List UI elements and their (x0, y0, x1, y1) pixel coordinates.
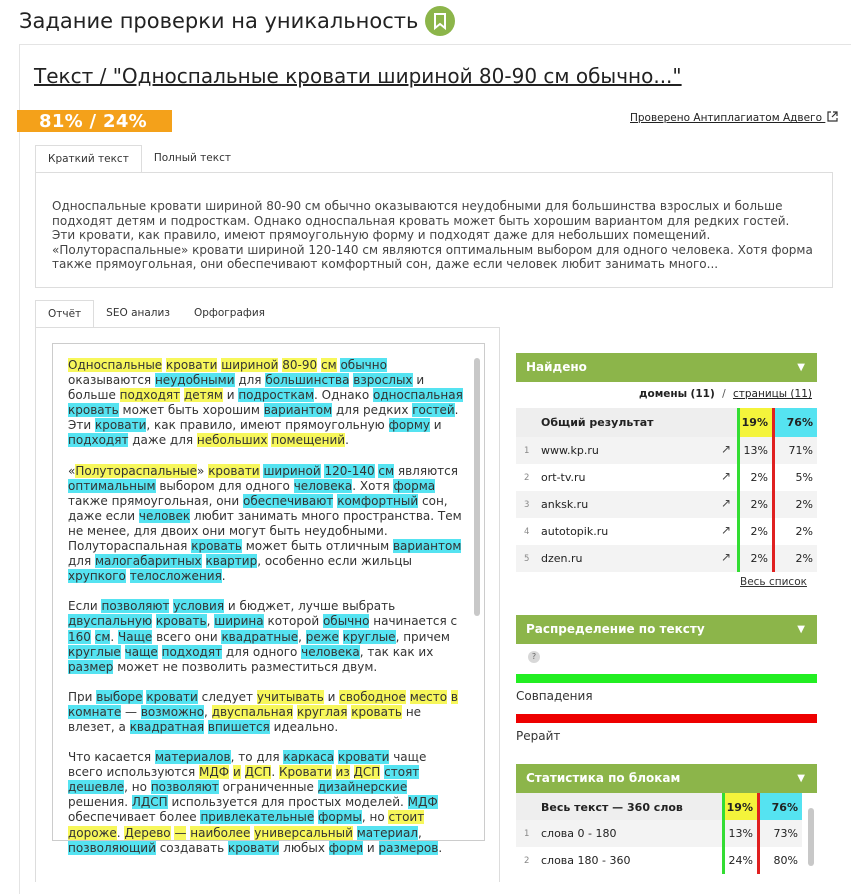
rewrite-highlight[interactable]: хрупкого (68, 569, 126, 584)
match-highlight[interactable]: шириной (221, 358, 279, 372)
bookmark-icon[interactable] (425, 6, 455, 36)
row-rewrite: 2% (772, 545, 817, 572)
summary-text: Односпальные кровати шириной 80-90 см обычно оказываются неудобными для большинства взрослых и больше подходят детям и подросткам. Однако односпальная кровать может быть хорошим вариантом для редких гостей. Эти кровати, как правило, имеют прямоугольную форму и подходят даже для небольших помещений. «Полуторaспальные» кровати шириной 120-140 см являются оптимальным выбором для одного человека. Хотя форма также прямоугольная, они обеспечивают комфортный сон, даже если человек любит занимать много... (35, 172, 833, 288)
rewrite-highlight[interactable]: см (378, 463, 395, 478)
total-matches: 19% (737, 408, 772, 437)
matches-bar (516, 674, 817, 683)
match-highlight[interactable]: детям (183, 388, 223, 403)
match-highlight[interactable]: место (409, 689, 448, 704)
blocks-title: Статистика по блокам (526, 771, 681, 785)
match-highlight[interactable]: Кровати (279, 765, 332, 780)
row-matches: 2% (737, 491, 772, 518)
match-highlight[interactable]: Полуторaспальные (75, 463, 198, 478)
rewrite-highlight[interactable]: 160 (68, 629, 91, 644)
rewrite-highlight[interactable]: квадратная (129, 719, 205, 734)
rewrite-highlight[interactable]: Чаще (118, 629, 153, 644)
rewrite-highlight[interactable]: обычно (340, 358, 387, 372)
row-domain: autotopik.ru (541, 525, 609, 538)
rewrite-highlight[interactable]: квартир (205, 554, 258, 569)
rewrite-highlight[interactable]: подросткам (238, 388, 315, 403)
rewrite-highlight[interactable]: кровати (227, 840, 280, 855)
text-paragraph: Односпальные кровати шириной 80-90 см обычно оказываются неудобными для большинства взрослых и больше подходят детям и подросткам. Однако односпальная кровать может быть хорошим вариантом для редких гостей. Эти кровати, как правило, имеют прямоугольную форму и подходят даже для небольших помещений. (68, 358, 463, 448)
rewrite-highlight[interactable]: человек (138, 508, 191, 523)
matches-label: Совпадения (516, 689, 593, 703)
found-row[interactable] (516, 518, 817, 545)
rewrite-highlight[interactable]: форму (388, 418, 430, 433)
text-paragraph: «Полуторaспальные» кровати шириной 120-140 см являются оптимальным выбором для одного человека. Хотя форма также прямоугольная, они обеспечивают комфортный сон, даже если человек любит занимать много пространства. Тем не менее, для двоих они могут быть неудобными. Полуторaспальная кровать может быть отличным вариантом для малогабаритных квартир, особенно если жильцы хрупкого телосложения. (68, 463, 462, 584)
block-label: слова 180 - 360 (541, 854, 631, 867)
match-highlight[interactable]: Дерево (124, 825, 171, 840)
rewrite-highlight[interactable]: МДФ (407, 795, 438, 810)
external-link-icon[interactable]: ↗ (721, 550, 732, 564)
row-domain: ort-tv.ru (541, 471, 586, 484)
rewrite-highlight[interactable]: круглые (68, 644, 121, 659)
text-paragraph: Что касается материалов, то для каркаса кровати чаще всего используются МДФ и ДСП. Кровати из ДСП стоят дешевле, но позволяют ограниченные дизайнерские решения. ЛДСП используется для простых моделей. МДФ обеспечивает более привлекательные формы, но стоит дороже. Дерево — наиболее универсальный материал, позволяющий создавать кровати любых форм и размеров. (68, 750, 443, 855)
found-title: Найдено (526, 360, 587, 374)
rewrite-highlight[interactable]: каркаса (283, 750, 335, 765)
match-highlight[interactable]: кровати (166, 358, 218, 372)
rewrite-highlight[interactable]: размеров (378, 840, 439, 855)
block-matches: 24% (722, 847, 757, 874)
rewrite-highlight[interactable]: неудобными (154, 373, 235, 388)
document-title[interactable]: Текст / "Односпальные кровати шириной 80-90 см обычно..." (34, 64, 682, 88)
help-icon[interactable]: ? (528, 651, 540, 663)
external-link-icon[interactable]: ↗ (721, 469, 732, 483)
block-rewrite: 73% (757, 820, 802, 847)
row-matches: 2% (737, 518, 772, 545)
found-row[interactable] (516, 491, 817, 518)
domains-label: домены (639, 388, 688, 400)
match-highlight[interactable]: 80-90 (282, 358, 318, 372)
rewrite-highlight[interactable]: формы (318, 810, 362, 825)
rewrite-highlight[interactable]: кровать (68, 403, 119, 418)
row-number: 1 (524, 446, 530, 456)
rewrite-highlight[interactable]: большинства (265, 373, 350, 388)
report-tabs (35, 300, 277, 328)
match-highlight[interactable]: учитывать (256, 689, 324, 704)
rewrite-highlight[interactable]: двуспальную (68, 614, 153, 629)
rewrite-highlight[interactable]: материал (356, 825, 418, 840)
chevron-down-icon: ▼ (797, 362, 805, 373)
match-highlight[interactable]: помещений (271, 433, 346, 448)
rewrite-highlight[interactable]: подходят (68, 433, 129, 448)
rewrite-highlight[interactable]: 120-140 (324, 463, 375, 478)
text-paragraph: Если позволяют условия и бюджет, лучше выбрать двуспальную кровать, ширина которой обычно начинается с 160 см. Чаще всего они квадратные, реже круглые, причем круглые чаще подходят для одного человека, так как их размер может не позволить разместиться двум. (68, 599, 458, 674)
block-row[interactable] (516, 820, 802, 847)
external-link-icon[interactable]: ↗ (721, 523, 732, 537)
rewrite-highlight[interactable]: квадратные (221, 629, 299, 644)
chevron-down-icon: ▼ (797, 773, 805, 784)
rewrite-highlight[interactable]: вариантом (392, 539, 462, 554)
row-number: 3 (524, 500, 530, 510)
match-highlight[interactable]: подходят (119, 388, 181, 403)
rewrite-highlight[interactable]: дизайнерские (317, 780, 408, 795)
rewrite-highlight[interactable]: ширина (214, 614, 264, 629)
block-rewrite: 80% (757, 847, 802, 874)
rewrite-highlight[interactable]: шириной (263, 463, 321, 478)
rewrite-highlight[interactable]: кровати (94, 418, 147, 433)
text-tabs (35, 145, 243, 173)
blocks-scrollbar[interactable] (808, 808, 814, 866)
match-highlight[interactable]: универсальный (254, 825, 353, 840)
rewrite-highlight[interactable]: человека (293, 478, 353, 493)
tab-short-text[interactable]: Краткий текст (35, 145, 142, 173)
rewrite-highlight[interactable]: человека (301, 644, 360, 659)
page-title (19, 6, 455, 36)
distribution-panel-header[interactable] (516, 615, 817, 644)
rewrite-label: Рерайт (516, 729, 561, 743)
match-highlight[interactable]: в (450, 689, 458, 704)
rewrite-highlight[interactable]: односпальная (373, 388, 463, 403)
external-link-icon (827, 111, 838, 122)
found-counts (516, 388, 812, 400)
checked-by-link[interactable] (630, 111, 838, 124)
match-highlight[interactable]: из (335, 765, 350, 780)
pages-link[interactable]: страницы (11) (732, 388, 812, 400)
rewrite-highlight[interactable]: позволяют (150, 780, 219, 795)
match-highlight[interactable]: наиболее (190, 825, 251, 840)
rewrite-highlight[interactable]: возможно (140, 704, 205, 719)
match-highlight[interactable]: МДФ (199, 765, 230, 780)
highlighted-text (53, 344, 484, 856)
tab-report[interactable]: Отчёт (35, 300, 94, 328)
rewrite-highlight[interactable]: дешевле (68, 780, 125, 795)
match-highlight[interactable]: и (232, 765, 241, 780)
match-highlight[interactable]: стоит (388, 810, 425, 825)
match-highlight[interactable]: — (174, 825, 187, 840)
blocks-panel-header[interactable] (516, 764, 817, 793)
row-matches: 2% (737, 545, 772, 572)
row-number: 2 (524, 856, 530, 866)
tab-seo-analysis[interactable]: SEO анализ (106, 307, 170, 319)
rewrite-highlight[interactable]: стоят (384, 765, 420, 780)
match-highlight[interactable]: дороже (68, 825, 117, 840)
rewrite-highlight[interactable]: кровать (191, 539, 242, 554)
match-highlight[interactable]: небольших (196, 433, 268, 448)
rewrite-highlight[interactable]: комфортный (337, 493, 419, 508)
tab-spelling[interactable]: Орфография (193, 307, 266, 319)
match-highlight[interactable]: свободное (339, 689, 406, 704)
match-highlight[interactable]: ДСП (353, 765, 381, 780)
match-highlight[interactable]: ДСП (244, 765, 272, 780)
rewrite-highlight[interactable]: позволяют (101, 599, 170, 614)
rewrite-highlight[interactable]: круглые (342, 629, 396, 644)
rewrite-highlight[interactable]: позволяющий (68, 840, 156, 855)
block-matches: 13% (722, 820, 757, 847)
rewrite-highlight[interactable]: материалов (154, 750, 231, 765)
row-rewrite: 71% (772, 437, 817, 464)
match-highlight[interactable]: Односпальные (68, 358, 163, 372)
domains-count: (11) (690, 388, 715, 400)
rewrite-highlight[interactable]: взрослых (353, 373, 413, 388)
match-highlight[interactable]: двуспальная (211, 704, 294, 719)
match-highlight[interactable]: кровать (351, 704, 402, 719)
rewrite-bar (516, 714, 817, 723)
rewrite-highlight[interactable]: см (94, 629, 111, 644)
report-scrollbar[interactable] (474, 358, 480, 616)
total-label: Общий результат (541, 416, 654, 429)
text-paragraph: При выборе кровати следует учитывать и свободное место в комнате — возможно, двуспальная круглая кровать не влезет, а квадратная впишется идеально. (68, 689, 458, 734)
row-number: 2 (524, 473, 530, 483)
rewrite-highlight[interactable]: обеспечивают (243, 493, 334, 508)
counts-separator: / (722, 388, 726, 400)
match-highlight[interactable]: круглая (296, 704, 348, 719)
external-link-icon[interactable]: ↗ (721, 442, 732, 456)
rewrite-highlight[interactable]: привлекательные (200, 810, 315, 825)
rewrite-highlight[interactable]: форм (328, 840, 364, 855)
match-highlight[interactable]: см (320, 358, 337, 372)
block-row[interactable] (516, 847, 802, 874)
rewrite-highlight[interactable]: телосложения (129, 569, 222, 584)
rewrite-highlight[interactable]: оптимальным (68, 478, 156, 493)
rewrite-highlight[interactable]: комнате (68, 704, 122, 719)
row-matches: 13% (737, 437, 772, 464)
rewrite-highlight[interactable]: малогабаритных (95, 554, 202, 569)
distribution-title: Распределение по тексту (526, 622, 705, 636)
row-number: 1 (524, 829, 530, 839)
found-row[interactable] (516, 545, 817, 572)
found-total-row (516, 408, 817, 437)
rewrite-highlight[interactable]: размер (68, 659, 114, 674)
rewrite-highlight[interactable]: реже (305, 629, 339, 644)
rewrite-highlight[interactable]: выборе (96, 689, 143, 704)
row-domain: anksk.ru (541, 498, 589, 511)
rewrite-highlight[interactable]: вариантом (263, 403, 333, 418)
found-panel-header[interactable] (516, 353, 817, 382)
rewrite-highlight[interactable]: ЛДСП (131, 795, 168, 810)
row-rewrite: 2% (772, 518, 817, 545)
rewrite-highlight[interactable]: чаще (124, 644, 158, 659)
match-highlight[interactable]: кровати (208, 463, 260, 478)
total-rewrite: 76% (772, 408, 817, 437)
rewrite-highlight[interactable]: форма (393, 478, 436, 493)
row-number: 5 (524, 554, 530, 564)
external-link-icon[interactable]: ↗ (721, 496, 732, 510)
rewrite-highlight[interactable]: впишется (207, 719, 270, 734)
row-matches: 2% (737, 464, 772, 491)
all-list-link[interactable]: Весь список (740, 576, 807, 588)
report-text-area[interactable] (52, 343, 485, 855)
chevron-down-icon: ▼ (797, 624, 805, 635)
blocks-total-rewrite: 76% (757, 793, 802, 822)
row-domain: www.kp.ru (541, 444, 599, 457)
found-row[interactable] (516, 464, 817, 491)
row-number: 4 (524, 527, 530, 537)
checked-by-text: Проверено Антиплагиатом Адвего (630, 112, 822, 124)
row-rewrite: 5% (772, 464, 817, 491)
block-label: слова 0 - 180 (541, 827, 617, 840)
rewrite-highlight[interactable]: кровать (155, 614, 207, 629)
blocks-total-label: Весь текст — 360 слов (541, 801, 683, 814)
blocks-total-matches: 19% (722, 793, 757, 822)
rewrite-highlight[interactable]: подходят (161, 644, 223, 659)
rewrite-highlight[interactable]: кровати (146, 689, 198, 704)
found-row[interactable] (516, 437, 817, 464)
rewrite-highlight[interactable]: условия (173, 599, 225, 614)
page-title-text: Задание проверки на уникальность (19, 9, 419, 33)
row-rewrite: 2% (772, 491, 817, 518)
uniqueness-score-badge: 81% / 24% (17, 110, 172, 132)
rewrite-highlight[interactable]: гостей (412, 403, 455, 418)
tab-full-text[interactable]: Полный текст (153, 152, 231, 164)
blocks-total-row (516, 793, 802, 822)
rewrite-highlight[interactable]: обычно (322, 614, 370, 629)
rewrite-highlight[interactable]: кровати (337, 750, 390, 765)
row-domain: dzen.ru (541, 552, 583, 565)
